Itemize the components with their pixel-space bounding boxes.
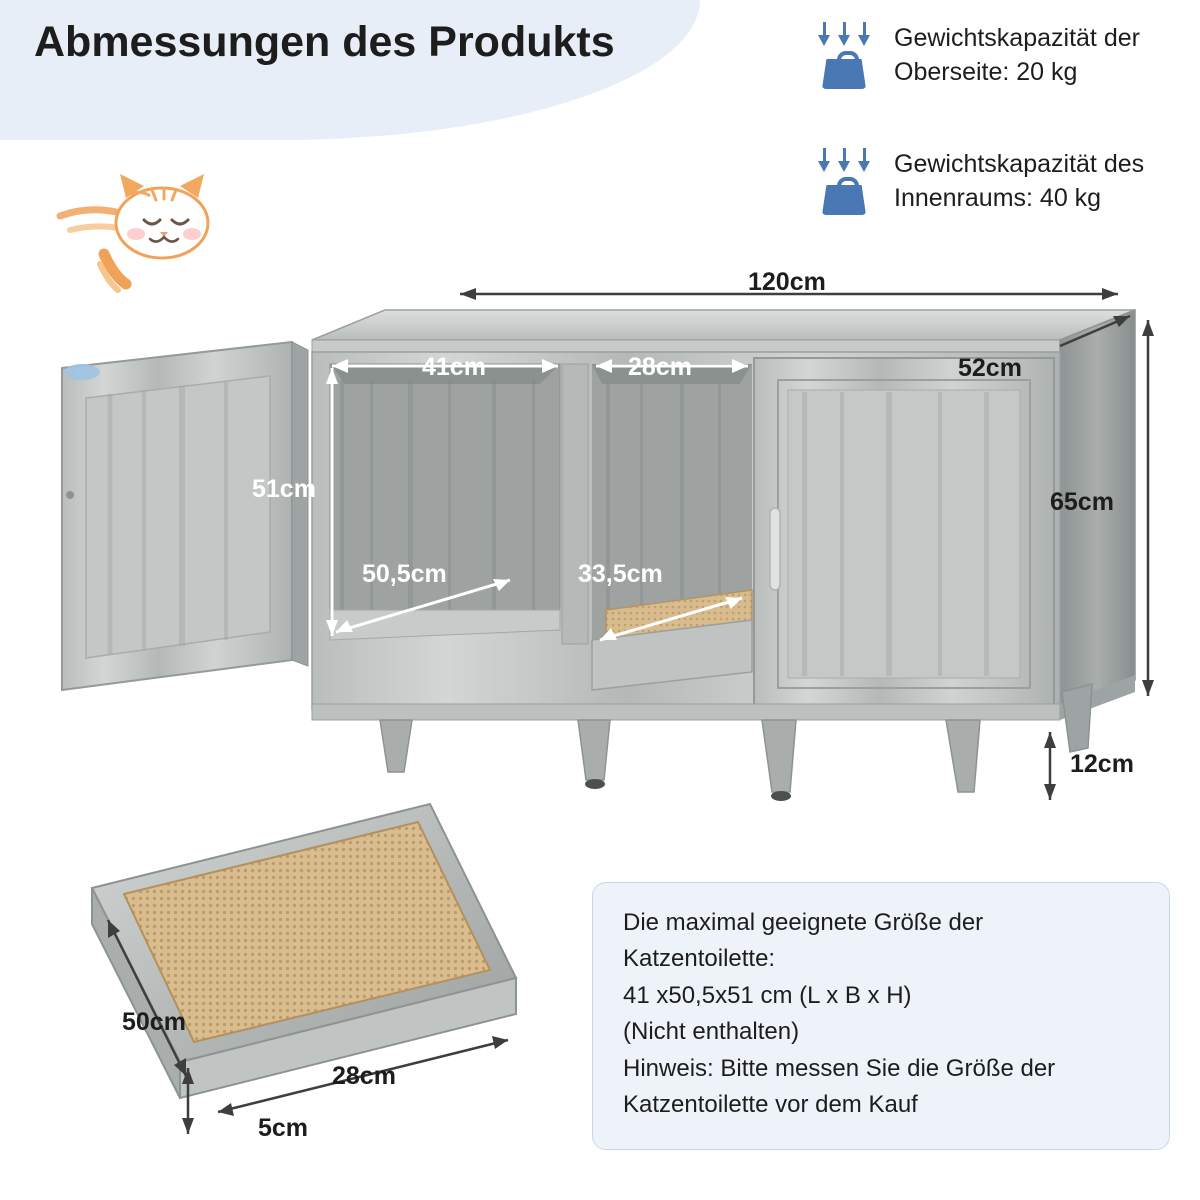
scratch-pad-diagram bbox=[60, 790, 580, 1150]
note-line: (Nicht enthalten) bbox=[623, 1018, 800, 1046]
note-line: Die maximal geeignete Größe der bbox=[623, 909, 984, 936]
dim-depth: 52cm bbox=[958, 354, 1022, 382]
litter-box-note bbox=[592, 882, 1170, 1150]
down-arrows-icon bbox=[808, 22, 880, 48]
note-line: Katzentoilette vor dem Kauf bbox=[623, 1091, 918, 1119]
dim-right-opening-width: 28cm bbox=[628, 353, 692, 381]
capacity-inner-label: Gewichtskapazität des Innenraums: 40 kg bbox=[894, 150, 1145, 212]
pad-thickness-label: 5cm bbox=[258, 1114, 309, 1142]
pad-width-label: 28cm bbox=[332, 1062, 396, 1090]
pad-length-label: 50cm bbox=[122, 1008, 186, 1036]
cabinet-dimension-diagram bbox=[40, 268, 1170, 850]
note-line: 41 x50,5x51 cm (L x B x H) bbox=[623, 981, 912, 1009]
down-arrows-icon bbox=[808, 148, 880, 174]
weight-capacity-icon bbox=[808, 148, 880, 215]
capacity-top bbox=[808, 22, 1200, 89]
capacity-top-label: Gewichtskapazität der Oberseite: 20 kg bbox=[894, 24, 1140, 86]
dim-inner-height: 51cm bbox=[252, 475, 316, 503]
note-line: Hinweis: Bitte messen Sie die Größe der bbox=[623, 1054, 1056, 1082]
page-title: Abmessungen des Produkts bbox=[34, 18, 615, 66]
weight-bag-icon bbox=[820, 177, 868, 215]
note-line: Katzentoilette: bbox=[623, 945, 776, 973]
dim-left-depth: 50,5cm bbox=[362, 560, 447, 588]
weight-bag-icon bbox=[820, 51, 868, 89]
weight-capacity-icon bbox=[808, 22, 880, 89]
dim-total-height: 65cm bbox=[1050, 488, 1114, 516]
dim-leg-height: 12cm bbox=[1070, 750, 1134, 778]
dim-right-depth: 33,5cm bbox=[578, 560, 663, 588]
dim-total-width: 120cm bbox=[748, 268, 826, 296]
dim-left-compartment-width: 41cm bbox=[422, 353, 486, 381]
capacity-inner bbox=[808, 148, 1200, 215]
